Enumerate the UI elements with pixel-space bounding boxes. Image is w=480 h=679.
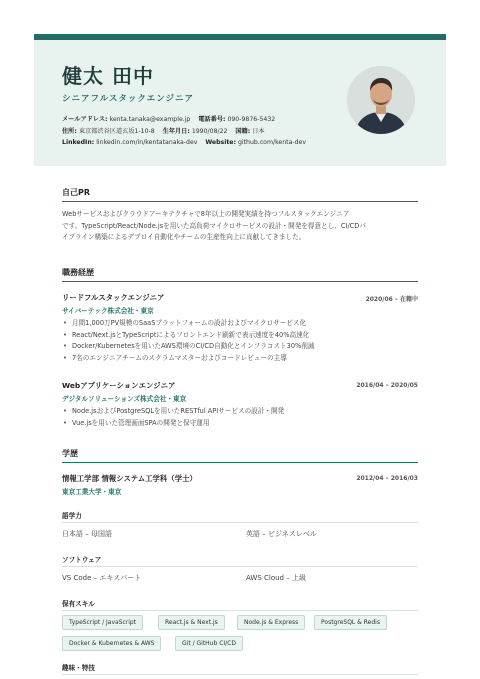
language-item: 英語 – ビジネスレベル	[246, 530, 317, 538]
experience-divider	[62, 281, 418, 282]
school-name: 東京工業大学・東京	[62, 488, 122, 496]
languages-heading: 語学力	[62, 512, 82, 520]
contact-row-3	[62, 139, 306, 146]
website-label: Website:	[205, 139, 236, 146]
pr-line: です。TypeScript/React/Node.jsを用いた高負荷マイクロサービスの設計・開発を得意とし、CI/CDパ	[62, 221, 366, 230]
address-value: 東京都渋谷区道玄坂1-10-8	[78, 128, 155, 135]
address-label: 住所:	[62, 128, 77, 135]
birthday-value: 1990/08/22	[191, 128, 228, 135]
linkedin-value[interactable]: linkedin.com/in/kentatanaka-dev	[96, 139, 198, 146]
education-divider	[62, 462, 418, 463]
contact-row-2	[62, 126, 265, 135]
job-2-title: Webアプリケーションエンジニア	[62, 381, 176, 390]
pr-text	[62, 209, 418, 244]
job-title-heading: シニアフルスタックエンジニア	[62, 94, 195, 104]
skill-chip: TypeScript / JavaScript	[62, 615, 143, 630]
email-value[interactable]: kenta.tanaka@example.jp	[109, 116, 191, 123]
hobbies-heading: 趣味・特技	[62, 664, 95, 672]
job-2-company: デジタルソリューションズ株式会社・東京	[62, 395, 187, 403]
list-item: • React/Next.jsとTypeScriptによるフロントエンド刷新で表示速度を40%高速化	[62, 330, 418, 342]
candidate-name: 健太 田中	[62, 64, 154, 88]
list-item: • Vue.jsを用いた管理画面SPAの開発と保守運用	[62, 418, 418, 430]
skill-chip: Node.js & Express	[237, 615, 305, 630]
job-2-date: 2016/04 – 2020/05	[356, 382, 418, 389]
software-item: VS Code – エキスパート	[62, 574, 142, 582]
skills-heading: 保有スキル	[62, 600, 95, 608]
education-heading: 学歴	[62, 449, 78, 458]
job-1-date: 2020/06 – 在籍中	[365, 296, 418, 303]
profile-photo	[347, 66, 415, 134]
pr-divider	[62, 201, 418, 202]
contact-row-1	[62, 114, 275, 123]
pr-line: Webサービスおよびクラウドアーキテクチャで8年以上の開発実績を持つフルスタックエンジニア	[62, 210, 350, 218]
website-value[interactable]: github.com/kenta-dev	[237, 139, 307, 146]
languages-divider	[62, 522, 418, 523]
nationality-value: 日本	[252, 128, 265, 135]
list-item: • Node.jsおよびPostgreSQLを用いたRESTful APIサービスの設計・開発	[62, 406, 418, 418]
experience-heading: 職務経歴	[62, 268, 94, 277]
email-label: メールアドレス:	[62, 116, 108, 123]
list-item: • 月間1,000万PV規模のSaaSプラットフォームの設計およびマイクロサービス化	[62, 318, 418, 330]
language-item: 日本語 – 母国語	[62, 530, 112, 538]
software-heading: ソフトウェア	[62, 556, 102, 564]
skill-chip: Docker & Kubernetes & AWS	[62, 636, 161, 651]
software-divider	[62, 566, 418, 567]
phone-value: 090-9876-5432	[227, 116, 276, 123]
skill-chip: PostgreSQL & Redis	[314, 615, 387, 630]
skills-divider	[62, 610, 418, 611]
nationality-label: 国籍:	[235, 128, 251, 135]
pr-heading: 自己PR	[62, 188, 91, 197]
pr-line: イプライン構築によるデプロイ自動化やチームの生産性向上に貢献してきました。	[62, 233, 306, 241]
birthday-label: 生年月日:	[162, 128, 190, 135]
list-item: • 7名のエンジニアチームのスクラムマスターおよびコードレビューの主導	[62, 353, 418, 365]
degree-title: 情報工学部 情報システム工学科（学士）	[62, 474, 197, 483]
phone-label: 電話番号:	[198, 116, 226, 123]
linkedin-label: LinkedIn:	[62, 139, 95, 146]
software-item: AWS Cloud – 上級	[246, 574, 306, 582]
skill-chip: React.js & Next.js	[158, 615, 225, 630]
job-1-bullets	[62, 318, 418, 364]
job-1-title: リードフルスタックエンジニア	[62, 293, 165, 302]
list-item: • Docker/Kubernetesを用いたAWS環境のCI/CD自動化とインフラコスト30%削減	[62, 341, 418, 353]
job-1-company: サイバーテック株式会社・東京	[62, 307, 154, 315]
person-avatar-icon	[347, 66, 415, 134]
education-date: 2012/04 – 2016/03	[356, 475, 418, 482]
job-2-bullets	[62, 406, 418, 429]
hobbies-divider	[62, 674, 418, 675]
skill-chip: Git / GitHub CI/CD	[175, 636, 243, 651]
